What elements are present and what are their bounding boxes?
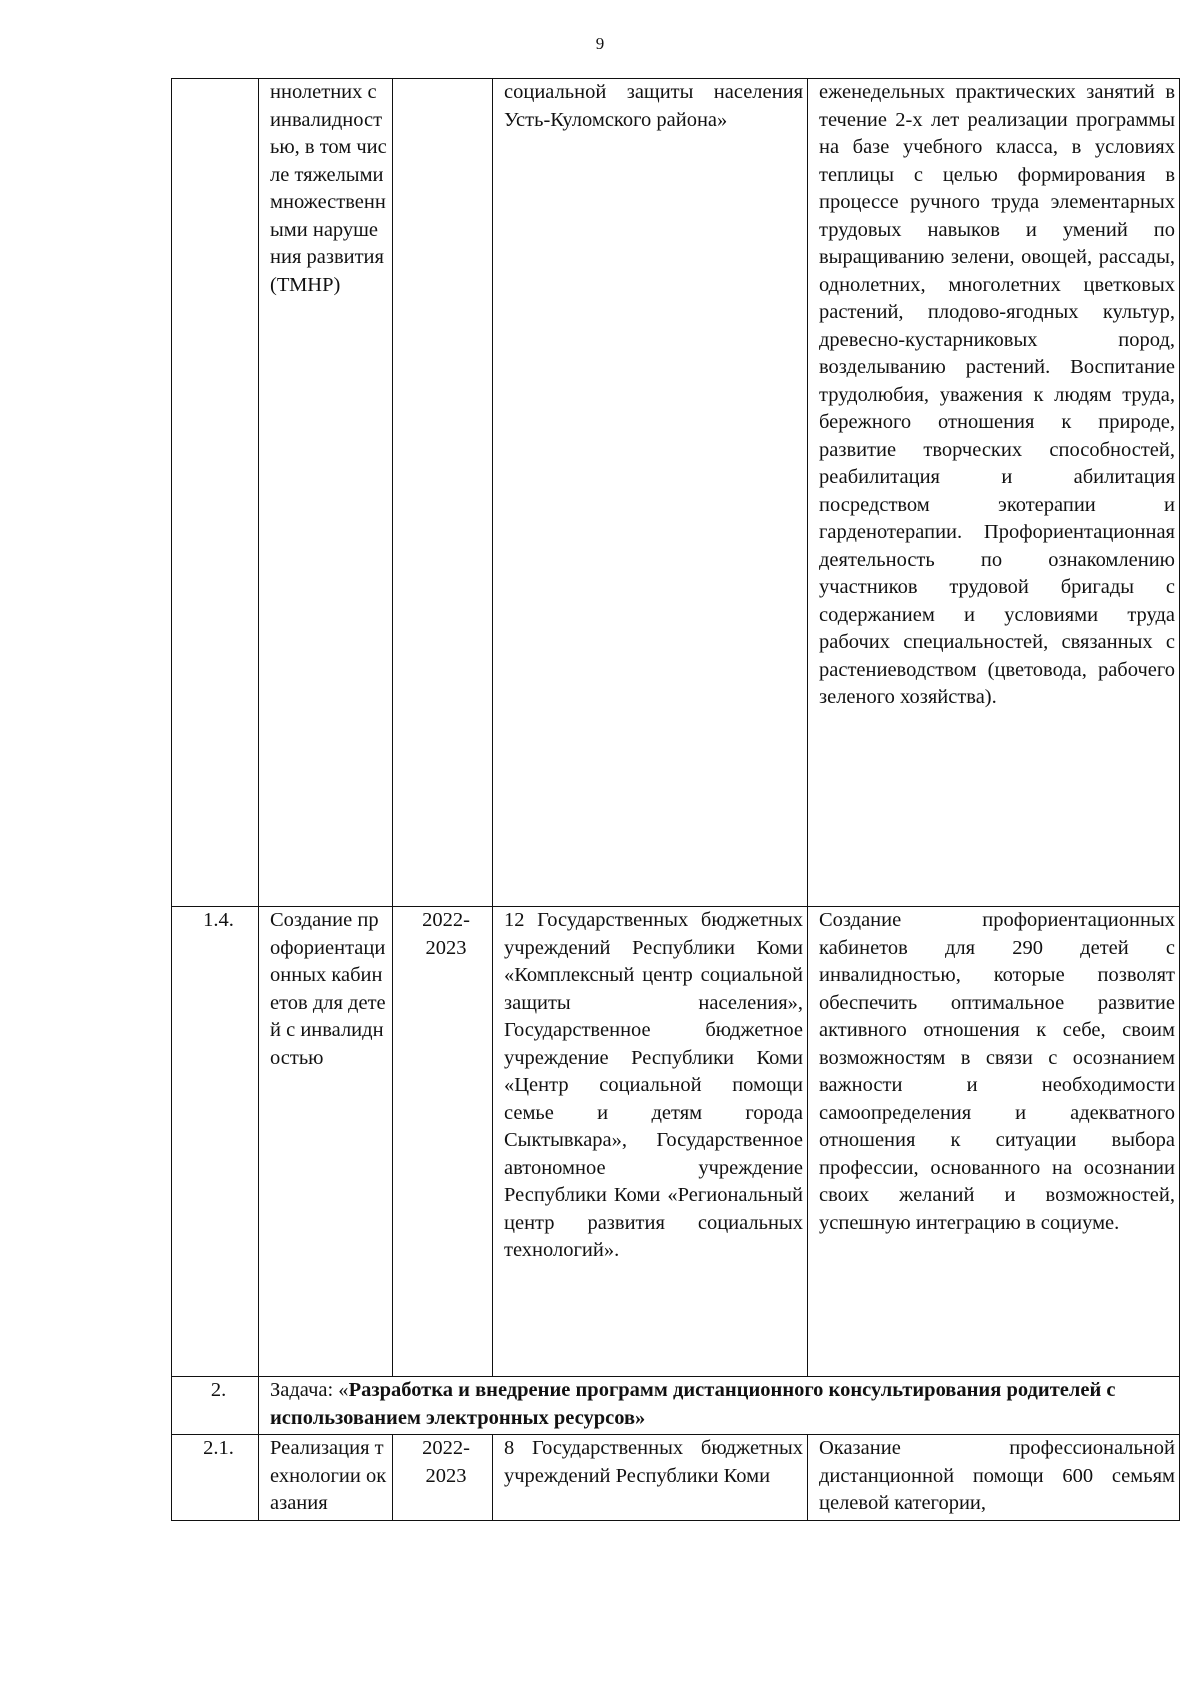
expected-result: Оказание профессиональной дистанционной помощи 600 семьям целевой категории,	[808, 1435, 1180, 1521]
row-number: 1.4.	[172, 907, 259, 1377]
table-row	[172, 907, 1180, 1377]
row-number	[172, 79, 259, 907]
table-row	[172, 79, 1180, 907]
table-row	[172, 1435, 1180, 1521]
event-name: Реализация технологии оказания	[259, 1435, 393, 1521]
task-number: 2.	[172, 1377, 259, 1435]
executors: 12 Государственных бюджетных учреждений Республики Коми «Комплексный центр социальной защиты населения», Государственное бюджетное учреждение Республики Коми «Центр социальной помощи семье и детям города Сыктывкара», Государственное автономное учреждение Республики Коми «Региональный центр развития социальных технологий».	[493, 907, 808, 1377]
action-plan-table	[171, 78, 1180, 1521]
event-name: Создание профориентационных кабинетов для детей с инвалидностью	[259, 907, 393, 1377]
task-title: Разработка и внедрение программ дистанционного консультирования родителей с использованием электронных ресурсов»	[270, 1379, 1116, 1429]
event-name: ннолетних с инвалидностью, в том числе тяжелыми множественными нарушения развития (ТМНР)	[259, 79, 393, 907]
executors: 8 Государственных бюджетных учреждений Республики Коми	[493, 1435, 808, 1521]
task-heading	[259, 1377, 1180, 1435]
page-number: 9	[595, 34, 605, 53]
executors: социальной защиты населения Усть-Куломского района»	[493, 79, 808, 907]
expected-result: еженедельных практических занятий в течение 2-х лет реализации программы на базе учебного класса, в условиях теплицы с целью формирования в процессе ручного труда элементарных трудовых навыков и умений по выращиванию зелени, овощей, рассады, однолетних, многолетних цветковых растений, плодово-ягодных культур, древесно-кустарниковых пород, возделыванию растений. Воспитание трудолюбия, уважения к людям труда, бережного отношения к природе, развитие творческих способностей, реабилитация и абилитация посредством экотерапии и гарденотерапии. Профориентационная деятельность по ознакомлению участников трудовой бригады с содержанием и условиями труда рабочих специальностей, связанных с растениеводством (цветовода, рабочего зеленого хозяйства).	[808, 79, 1180, 907]
task-row	[172, 1377, 1180, 1435]
period: 2022-2023	[393, 1435, 493, 1521]
expected-result: Создание профориентационных кабинетов для 290 детей с инвалидностью, которые позволят обеспечить оптимальное развитие активного отношения к себе, своим возможностям в связи с осознанием важности и необходимости самоопределения и адекватного отношения к ситуации выбора профессии, основанного на осознании своих желаний и возможностей, успешную интеграцию в социуме.	[808, 907, 1180, 1377]
period	[393, 79, 493, 907]
task-prefix: Задача: «	[270, 1379, 349, 1401]
row-number: 2.1.	[172, 1435, 259, 1521]
period: 2022-2023	[393, 907, 493, 1377]
